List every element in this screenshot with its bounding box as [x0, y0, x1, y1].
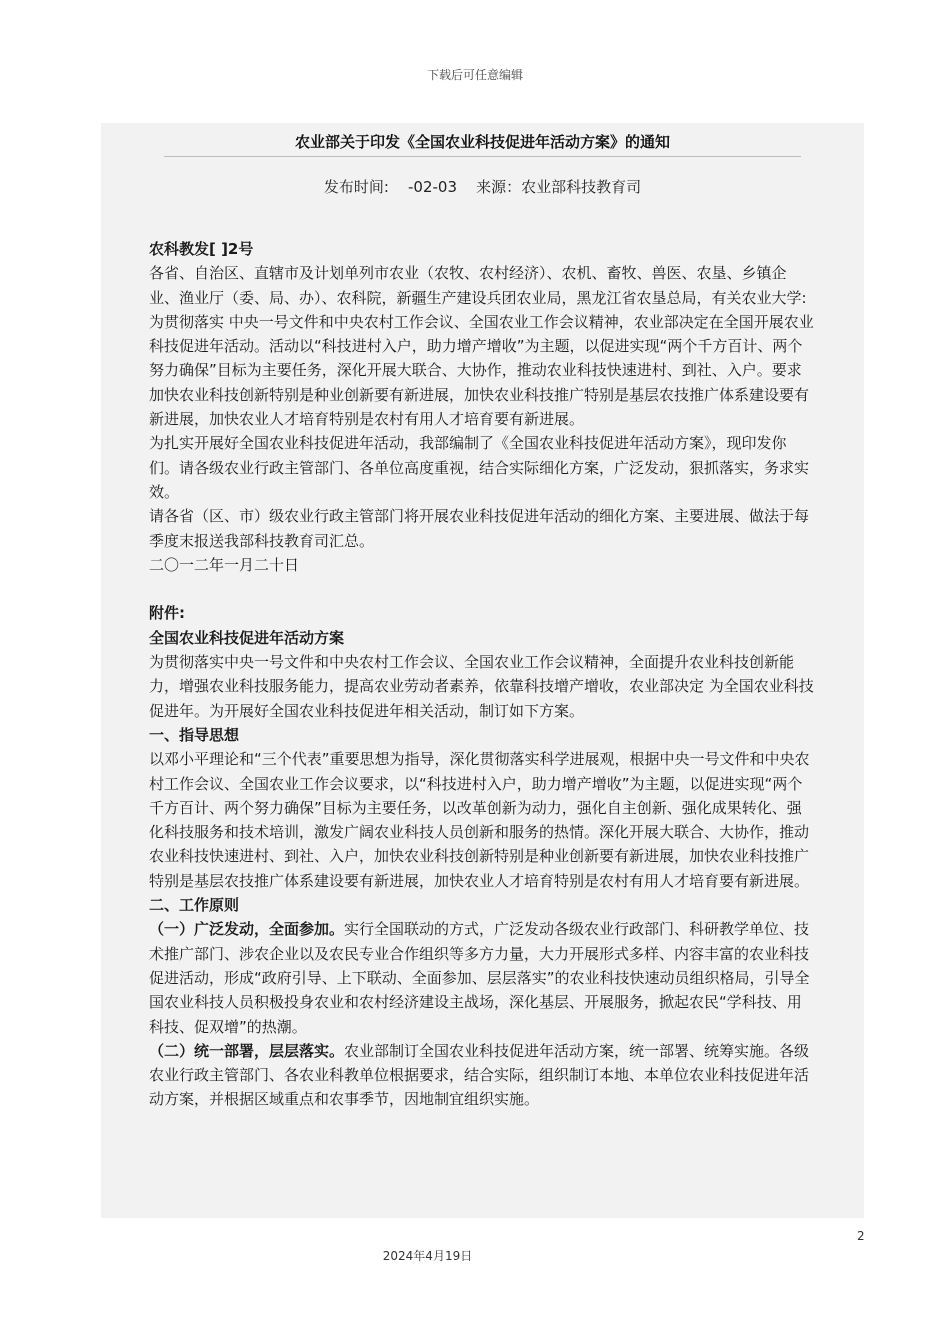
blank-line	[149, 577, 814, 601]
document-title: 农业部关于印发《全国农业科技促进年活动方案》的通知	[164, 131, 801, 157]
footer-date: 2024年4月19日	[382, 1249, 473, 1263]
principle-1-text: 实行全国联动的方式，广泛发动各级农业行政部门、科研教学单位、技术推广部门、涉农企业以及农民专业合作组织等多方力量，大力开展形式多样、内容丰富的农业科技促进活动，形成“政府引导、上下联动、全面参加、层层落实”的农业科技快速动员组织格局，引导全国农业科技人员积极投身农业和农村经济建设主战场，深化基层、开展服务，掀起农民“学科技、用科技、促双增”的热潮。	[149, 920, 810, 1036]
document-number: 农科教发[ ]2号	[149, 240, 254, 258]
page-number: 2	[857, 1229, 865, 1243]
issue-date: 二〇一二年一月二十日	[149, 555, 300, 574]
plan-intro: 为贯彻落实中央一号文件和中央农村工作会议、全国农业工作会议精神，全面提升农业科技创新能力，增强农业科技服务能力，提高农业劳动者素养，依靠科技增产增收，农业部决定 为全国农业科技促进年。为开展好全国农业科技促进年相关活动，制订如下方案。	[149, 653, 814, 720]
section-heading-guiding-ideology: 一、指导思想	[149, 725, 240, 744]
publish-meta: 发布时间: -02-03 来源：农业部科技教育司	[323, 178, 642, 196]
section-text-guiding-ideology: 以邓小平理论和“三个代表”重要思想为指导，深化贯彻落实科学进展观，根据中央一号文件和中央农村工作会议、全国农业工作会议要求，以“科技进村入户，助力增产增收”为主题，以促进实现“两个千方百计、两个努力确保”目标为主要任务，以改革创新为动力，强化自主创新、强化成果转化、强化科技服务和技术培训，激发广阔农业科技人员创新和服务的热情。深化开展大联合、大协作，推动农业科技快速进村、到社、入户，加快农业科技创新特别是种业创新要有新进展，加快农业科技推广特别是基层农技推广体系建设要有新进展，加快农业人才培育特别是农村有用人才培育要有新进展。	[149, 750, 810, 890]
principle-2-lead: （二）统一部署，层层落实。	[149, 1041, 345, 1060]
principle-1-lead: （一）广泛发动，全面参加。	[149, 920, 345, 939]
paragraph-2: 为扎实开展好全国农业科技促进年活动，我部编制了《全国农业科技促进年活动方案》，现印发你们。请各级农业行政主管部门、各单位高度重视，结合实际细化方案，广泛发动，狠抓落实，务求实效。	[149, 434, 810, 501]
paragraph-3: 请各省（区、市）级农业行政主管部门将开展农业科技促进年活动的细化方案、主要进展、做法于每季度末报送我部科技教育司汇总。	[149, 507, 810, 550]
document-body	[101, 123, 864, 1218]
addressees: 各省、自治区、直辖市及计划单列市农业（农牧、农村经济）、农机、畜牧、兽医、农垦、乡镇企业、渔业厅（委、局、办）、农科院，新疆生产建设兵团农业局，黑龙江省农垦总局，有关农业大学:	[149, 264, 807, 307]
document-text	[149, 237, 814, 1112]
section-heading-work-principles: 二、工作原则	[149, 896, 240, 915]
paragraph-1: 为贯彻落实 中央一号文件和中央农村工作会议、全国农业工作会议精神，农业部决定在全国开展农业科技促进年活动。活动以“科技进村入户，助力增产增收”为主题，以促进实现“两个千方百计、两个努力确保”目标为主要任务，深化开展大联合、大协作，推动农业科技快速进村、到社、入户。要求加快农业科技创新特别是种业创新要有新进展，加快农业科技推广特别是基层农技推广体系建设要有新进展，加快农业人才培育特别是农村有用人才培育要有新进展。	[149, 312, 814, 429]
attachment-label: 附件:	[149, 604, 185, 623]
principle-2	[149, 1039, 814, 1112]
principle-1	[149, 917, 814, 1038]
plan-title: 全国农业科技促进年活动方案	[149, 628, 345, 647]
principle-2-text: 农业部制订全国农业科技促进年活动方案，统一部署、统筹实施。各级农业行政主管部门、各农业科教单位根据要求，结合实际，组织制订本地、本单位农业科技促进年活动方案，并根据区域重点和农事季节，因地制宜组织实施。	[149, 1041, 810, 1109]
header-note: 下载后可任意编辑	[426, 68, 523, 82]
